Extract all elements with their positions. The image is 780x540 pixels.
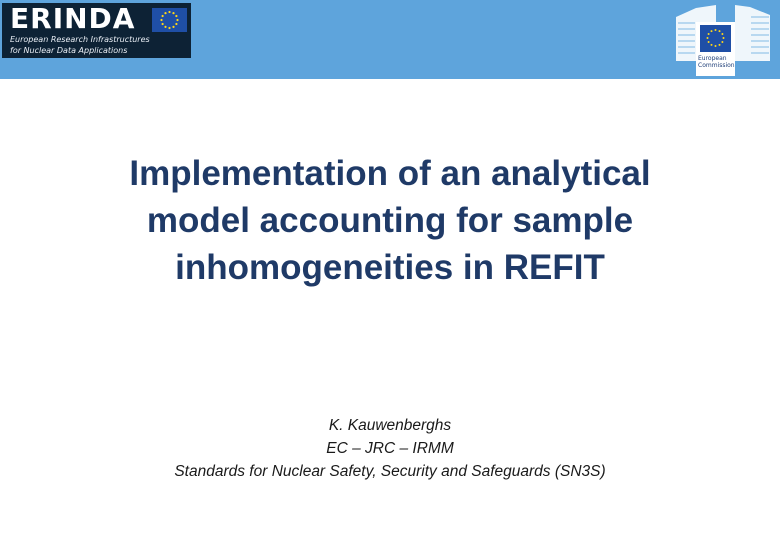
affiliation: EC – JRC – IRMM	[326, 440, 454, 457]
eu-flag-icon	[152, 8, 187, 32]
erinda-logo-subtitle-1: European Research Infrastructures	[10, 35, 150, 44]
european-commission-logo	[668, 3, 778, 76]
organisational-unit: Standards for Nuclear Safety, Security and Safeguards (SN3S)	[174, 463, 606, 480]
erinda-logo-subtitle-2: for Nuclear Data Applications	[10, 46, 128, 55]
ec-logo-text	[698, 55, 735, 69]
slide-title-line-3: inhomogeneities in REFIT	[175, 248, 605, 287]
erinda-logo-name: ERINDA	[10, 2, 136, 35]
byline	[60, 414, 720, 483]
author-name: K. Kauwenberghs	[328, 417, 452, 434]
slide-title-line-2: model accounting for sample	[146, 201, 634, 240]
ec-logo-text-1: European	[698, 55, 727, 62]
slide-title-line-1: Implementation of an analytical	[129, 154, 651, 193]
erinda-logo	[2, 3, 191, 58]
slide-title	[60, 150, 720, 291]
ec-logo-text-2: Commission	[698, 62, 735, 69]
